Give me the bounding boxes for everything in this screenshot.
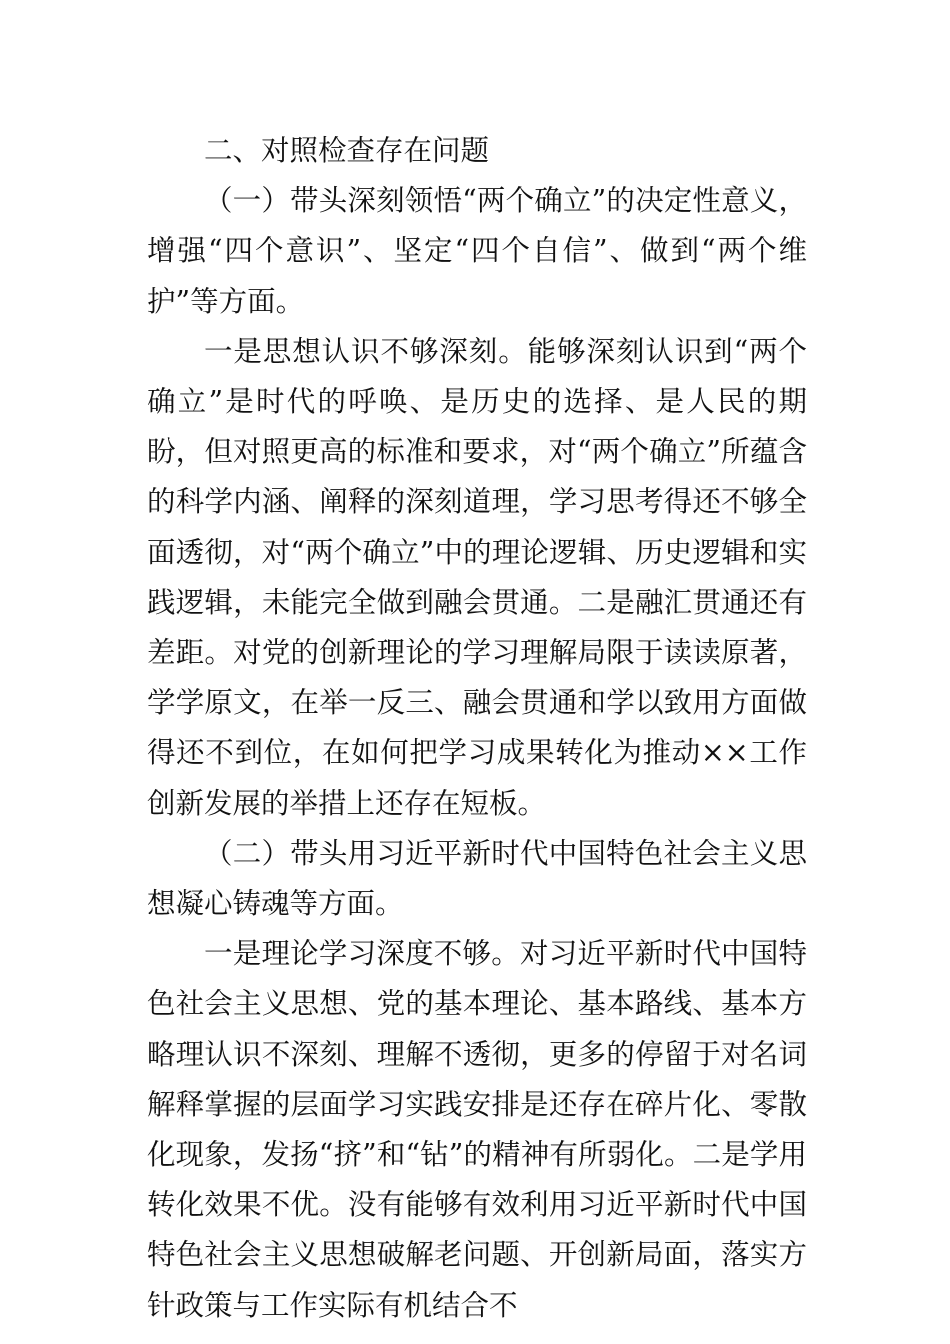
body-paragraph-1: 一是思想认识不够深刻。能够深刻认识到“两个确立”是时代的呼唤、是历史的选择、是人民的期盼，但对照更高的标准和要求，对“两个确立”所蕴含的科学内涵、阐释的深刻道理，学习思考得还不够全面透彻，对“两个确立”中的理论逻辑、历史逻辑和实践逻辑，未能完全做到融会贯通。二是融汇贯通还有差距。对党的创新理论的学习理解局限于读读原著，学学原文，在举一反三、融会贯通和学以致用方面做得还不到位，在如何把学习成果转化为推动××工作创新发展的举措上还存在短板。 — [147, 334, 807, 820]
body-paragraph-2: 一是理论学习深度不够。对习近平新时代中国特色社会主义思想、党的基本理论、基本路线、基本方略理认识不深刻、理解不透彻，更多的停留于对名词解释掌握的层面学习实践安排是还存在碎片化、零散化现象，发扬“挤”和“钻”的精神有所弱化。二是学用转化效果不优。没有能够有效利用习近平新时代中国特色社会主义思想破解老问题、开创新局面，落实方针政策与工作实际有机结合不 — [147, 937, 807, 1322]
subsection-heading-1: （一）带头深刻领悟“两个确立”的决定性意义，增强“四个意识”、坚定“四个自信”、做到“两个维护”等方面。 — [147, 184, 807, 318]
subsection-heading-2: （二）带头用习近平新时代中国特色社会主义思想凝心铸魂等方面。 — [147, 836, 807, 921]
document-body — [147, 126, 807, 1331]
section-heading: 二、对照检查存在问题 — [204, 134, 490, 167]
